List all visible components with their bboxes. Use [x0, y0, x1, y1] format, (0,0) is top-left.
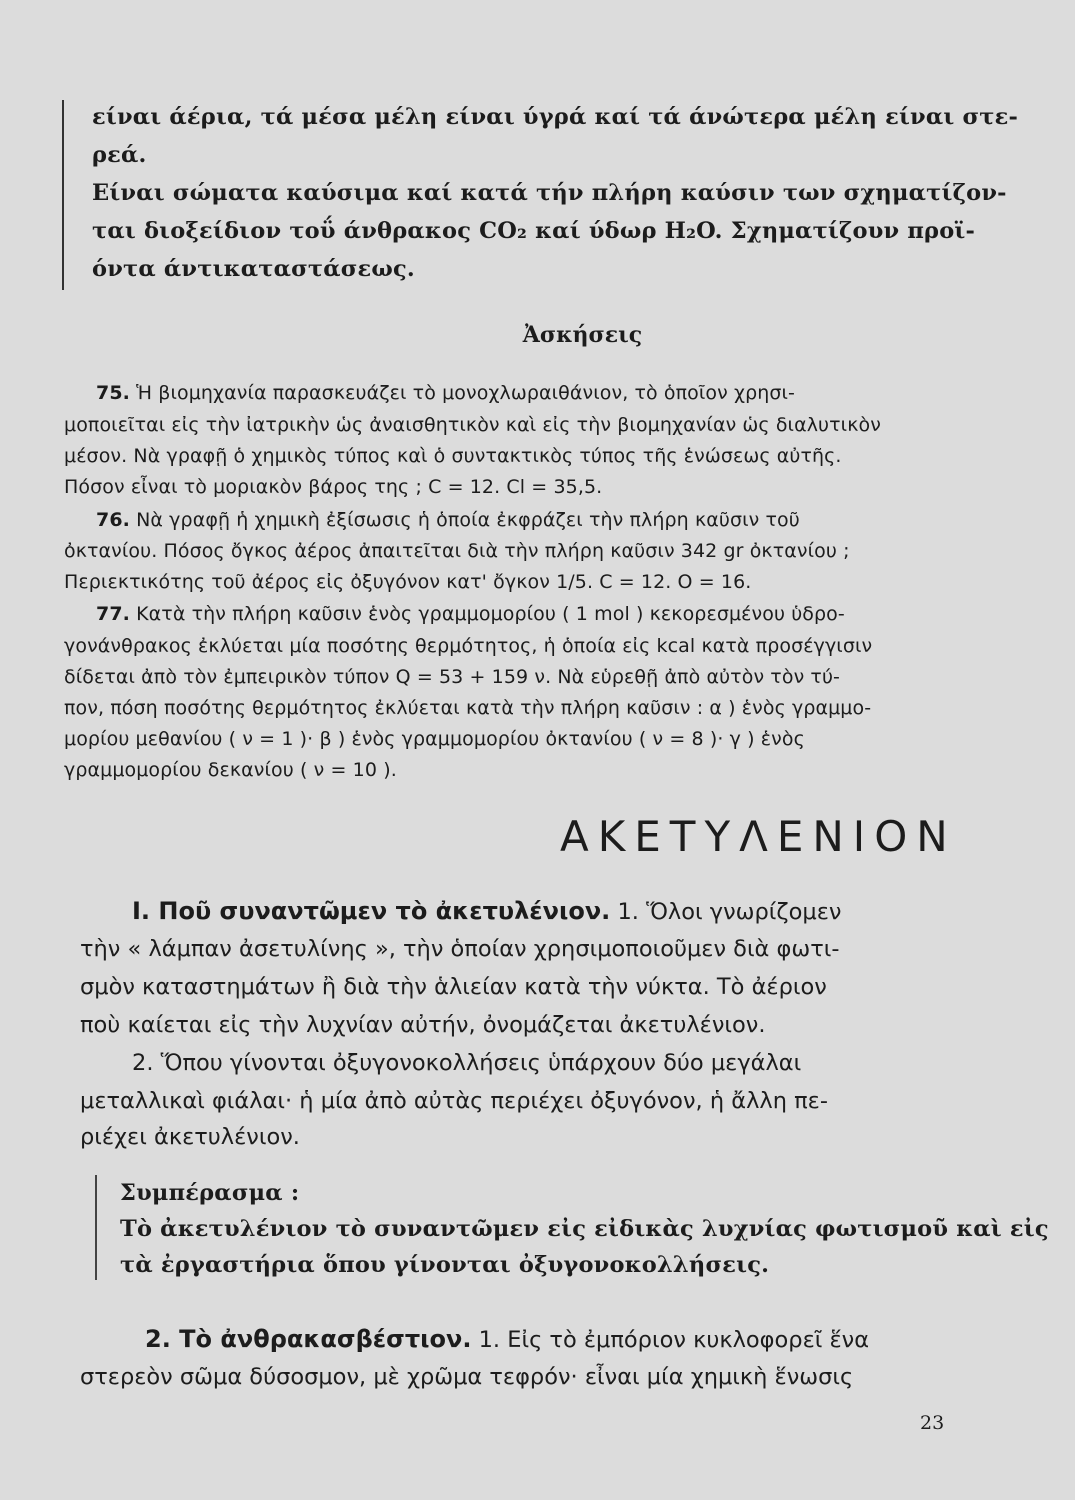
exercise-line: γραμμομορίου δεκανίου ( ν = 10 ). — [64, 759, 397, 781]
exercise-number: 76. — [96, 509, 130, 531]
exercise-line: πον, πόση ποσότης θερμότητος ἐκλύεται κατὰ τὴν πλήρη καῦσιν : α ) ἑνὸς γραμμο- — [64, 697, 872, 719]
exercise-text: Κατὰ τὴν πλήρη καῦσιν ἑνὸς γραμμομορίου ( 1 mol ) κεκορεσμένου ὑδρο- — [129, 603, 845, 625]
section1-first-line — [132, 892, 841, 931]
page-number: 23 — [920, 1412, 945, 1434]
section2-first-rest: 1. Εἰς τὸ ἐμπόριον κυκλοφορεῖ ἕνα — [471, 1327, 870, 1353]
section1-first-rest: 1. Ὅλοι γνωρίζομεν — [610, 899, 842, 925]
exercise-line: δίδεται ἀπὸ τὸν ἐμπειρικὸν τύπον Q = 53 + 159 ν. Νὰ εὑρεθῇ ἀπὸ αὐτὸν τὸν τύ- — [64, 666, 841, 688]
exercise-text: Νὰ γραφῇ ἡ χημικὴ ἐξίσωσις ἡ ὁποία ἐκφράζει τὴν πλήρη καῦσιν τοῦ — [129, 509, 800, 531]
exercise-line: Πόσον εἶναι τὸ μοριακὸν βάρος της ; C = 12. Cl = 35,5. — [64, 476, 603, 498]
summary-line: Τὸ ἀκετυλένιον τὸ συναντῶμεν εἰς εἰδικὰς λυχνίας φωτισμοῦ καὶ εἰς — [120, 1216, 1049, 1242]
intro-line-5: όντα άντικαταστάσεως. — [92, 256, 415, 282]
intro-line-4: ται διοξείδιον τοΰ άνθρακος CO₂ καί ύδωρ H₂O. Σχηματίζουν προϊ- — [92, 218, 976, 244]
exercise-line: γονάνθρακος ἐκλύεται μία ποσότης θερμότητος, ἡ ὁποία εἰς kcal κατὰ προσέγγισιν — [64, 635, 873, 657]
exercise-line: μέσον. Νὰ γραφῇ ὁ χημικὸς τύπος καὶ ὁ συντακτικὸς τύπος τῆς ἑνώσεως αὐτῆς. — [64, 445, 842, 467]
intro-line-2: ρεά. — [92, 142, 147, 168]
intro-line-1: είναι άέρια, τά μέσα μέλη είναι ύγρά καί τά άνώτερα μέλη είναι στε- — [92, 104, 1019, 130]
exercise-line — [96, 505, 800, 536]
intro-line-3: Είναι σώματα καύσιμα καί κατά τήν πλήρη καύσιν των σχηματίζον- — [92, 180, 1007, 206]
section1-heading: Ι. Ποῦ συναντῶμεν τὸ ἀκετυλένιον. — [132, 897, 611, 925]
exercise-text: Ἡ βιομηχανία παρασκευάζει τὸ μονοχλωραιθάνιον, τὸ ὁποῖον χρησι- — [129, 382, 795, 404]
section2-line: στερεὸν σῶμα δύσοσμον, μὲ χρῶμα τεφρόν· εἶναι μία χημικὴ ἕνωσις — [80, 1364, 854, 1390]
exercise-line: ὀκτανίου. Πόσος ὄγκος ἀέρος ἀπαιτεῖται διὰ τὴν πλήρη καῦσιν 342 gr ὀκτανίου ; — [64, 540, 850, 562]
summary-label: Συμπέρασμα : — [120, 1180, 300, 1206]
exercise-line: μοποιεῖται εἰς τὴν ἰατρικὴν ὡς ἀναισθητικὸν καὶ εἰς τὴν βιομηχανίαν ὡς διαλυτικὸν — [64, 414, 881, 436]
exercise-number: 75. — [96, 382, 130, 404]
section1-line: ποὺ καίεται εἰς τὴν λυχνίαν αὐτήν, ὀνομάζεται ἀκετυλένιον. — [80, 1012, 766, 1038]
exercise-line: Περιεκτικότης τοῦ ἀέρος εἰς ὀξυγόνον κατ' ὄγκον 1/5. C = 12. O = 16. — [64, 571, 752, 593]
exercises-heading: Ἀσκήσεις — [522, 322, 643, 348]
chapter-title: ΑΚΕΤΥΛΕΝΙΟΝ — [560, 812, 957, 861]
exercise-number: 77. — [96, 603, 130, 625]
section1-line: σμὸν καταστημάτων ἢ διὰ τὴν ἁλιείαν κατὰ τὴν νύκτα. Τὸ ἀέριον — [80, 974, 827, 1000]
summary-line: τὰ ἐργαστήρια ὅπου γίνονται ὀξυγονοκολλήσεις. — [120, 1252, 770, 1278]
section2-first-line — [145, 1320, 869, 1359]
section1-line: μεταλλικαὶ φιάλαι· ἡ μία ἀπὸ αὐτὰς περιέχει ὀξυγόνον, ἡ ἄλλη πε- — [80, 1088, 828, 1114]
exercise-line — [96, 599, 845, 630]
section1-line: 2. Ὅπου γίνονται ὀξυγονοκολλήσεις ὑπάρχουν δύο μεγάλαι — [132, 1050, 802, 1076]
section1-line: ριέχει ἀκετυλένιον. — [80, 1124, 300, 1150]
exercise-line — [96, 378, 795, 409]
section1-line: τὴν « λάμπαν ἀσετυλίνης », τὴν ὁποίαν χρησιμοποιοῦμεν διὰ φωτι- — [80, 936, 840, 962]
section2-heading: 2. Τὸ ἀνθρακασβέστιον. — [145, 1325, 472, 1353]
exercise-line: μορίου μεθανίου ( ν = 1 )· β ) ἑνὸς γραμμομορίου ὀκτανίου ( ν = 8 )· γ ) ἑνὸς — [64, 728, 805, 750]
